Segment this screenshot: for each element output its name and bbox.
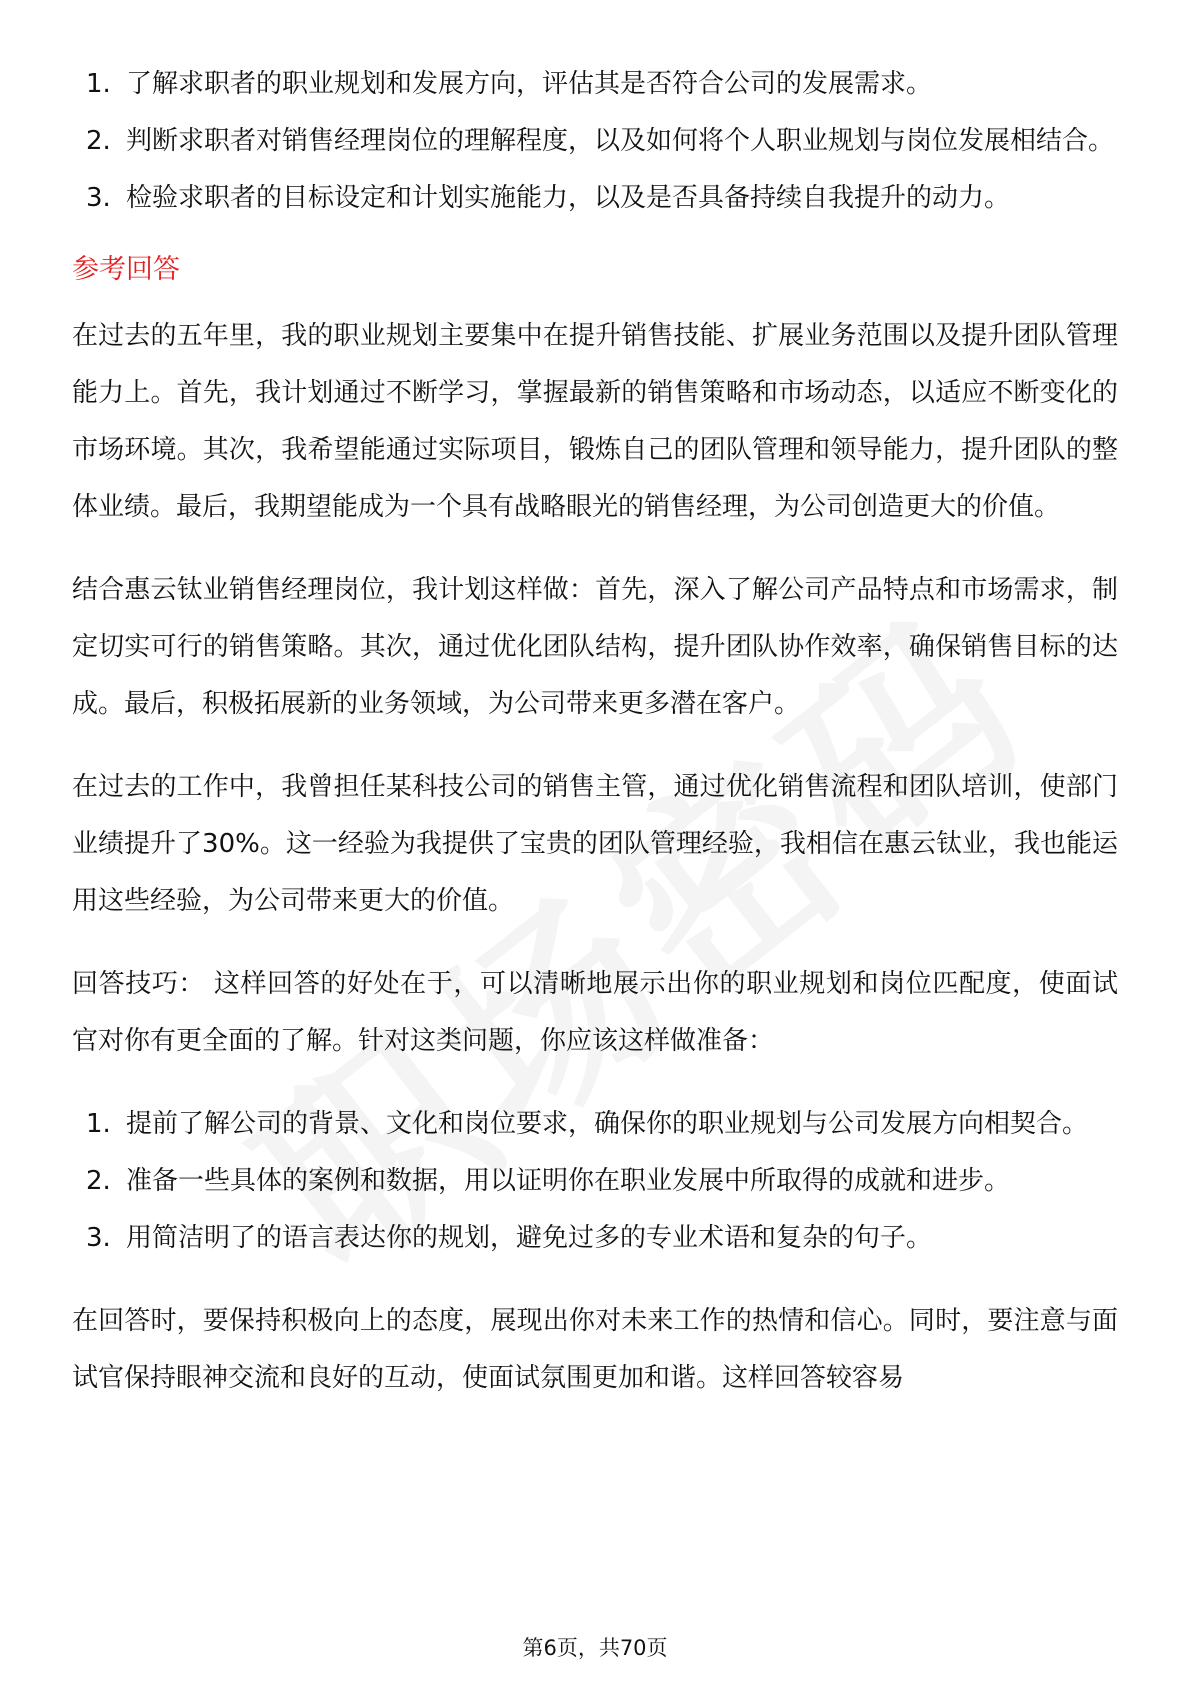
list-item	[72, 1153, 1118, 1210]
list-item	[72, 56, 1118, 113]
tips-intro-paragraph: 回答技巧： 这样回答的好处在于，可以清晰地展示出你的职业规划和岗位匹配度，使面试官对你有更全面的了解。针对这类问题，你应该这样做准备：	[72, 969, 1118, 1056]
list-item-text: 检验求职者的目标设定和计划实施能力，以及是否具备持续自我提升的动力。	[126, 183, 1011, 213]
page-content	[72, 56, 1118, 1433]
list-item-number: 2.	[86, 1166, 111, 1196]
list-item-number: 3.	[86, 183, 111, 213]
list-item-number: 2.	[86, 126, 111, 156]
list-item-number: 1.	[86, 1109, 111, 1139]
page-footer: 第6页，共70页	[522, 1636, 668, 1660]
section-title: 参考回答	[72, 254, 180, 285]
list-item-text: 准备一些具体的案例和数据，用以证明你在职业发展中所取得的成就和进步。	[126, 1166, 1011, 1196]
list-item	[72, 1210, 1118, 1267]
closing-paragraph: 在回答时，要保持积极向上的态度，展现出你对未来工作的热情和信心。同时，要注意与面试官保持眼神交流和良好的互动，使面试氛围更加和谐。这样回答较容易	[72, 1306, 1118, 1393]
list-item-number: 1.	[86, 69, 111, 99]
list-item-text: 了解求职者的职业规划和发展方向，评估其是否符合公司的发展需求。	[126, 69, 933, 99]
tips-list	[72, 1096, 1118, 1267]
list-item-text: 判断求职者对销售经理岗位的理解程度，以及如何将个人职业规划与岗位发展相结合。	[126, 126, 1115, 156]
list-item	[72, 1096, 1118, 1153]
list-item-number: 3.	[86, 1223, 111, 1253]
goals-list	[72, 56, 1118, 227]
list-item	[72, 170, 1118, 227]
answer-paragraph: 在过去的工作中，我曾担任某科技公司的销售主管，通过优化销售流程和团队培训，使部门业绩提升了30%。这一经验为我提供了宝贵的团队管理经验，我相信在惠云钛业，我也能运用这些经验，为公司带来更大的价值。	[72, 772, 1118, 916]
list-item-text: 提前了解公司的背景、文化和岗位要求，确保你的职业规划与公司发展方向相契合。	[126, 1109, 1089, 1139]
list-item	[72, 113, 1118, 170]
answer-paragraph: 在过去的五年里，我的职业规划主要集中在提升销售技能、扩展业务范围以及提升团队管理能力上。首先，我计划通过不断学习，掌握最新的销售策略和市场动态，以适应不断变化的市场环境。其次，我希望能通过实际项目，锻炼自己的团队管理和领导能力，提升团队的整体业绩。最后，我期望能成为一个具有战略眼光的销售经理，为公司创造更大的价值。	[72, 321, 1118, 522]
list-item-text: 用简洁明了的语言表达你的规划，避免过多的专业术语和复杂的句子。	[126, 1223, 933, 1253]
answer-paragraph: 结合惠云钛业销售经理岗位，我计划这样做：首先，深入了解公司产品特点和市场需求，制定切实可行的销售策略。其次，通过优化团队结构，提升团队协作效率，确保销售目标的达成。最后，积极拓展新的业务领域，为公司带来更多潜在客户。	[72, 575, 1118, 719]
